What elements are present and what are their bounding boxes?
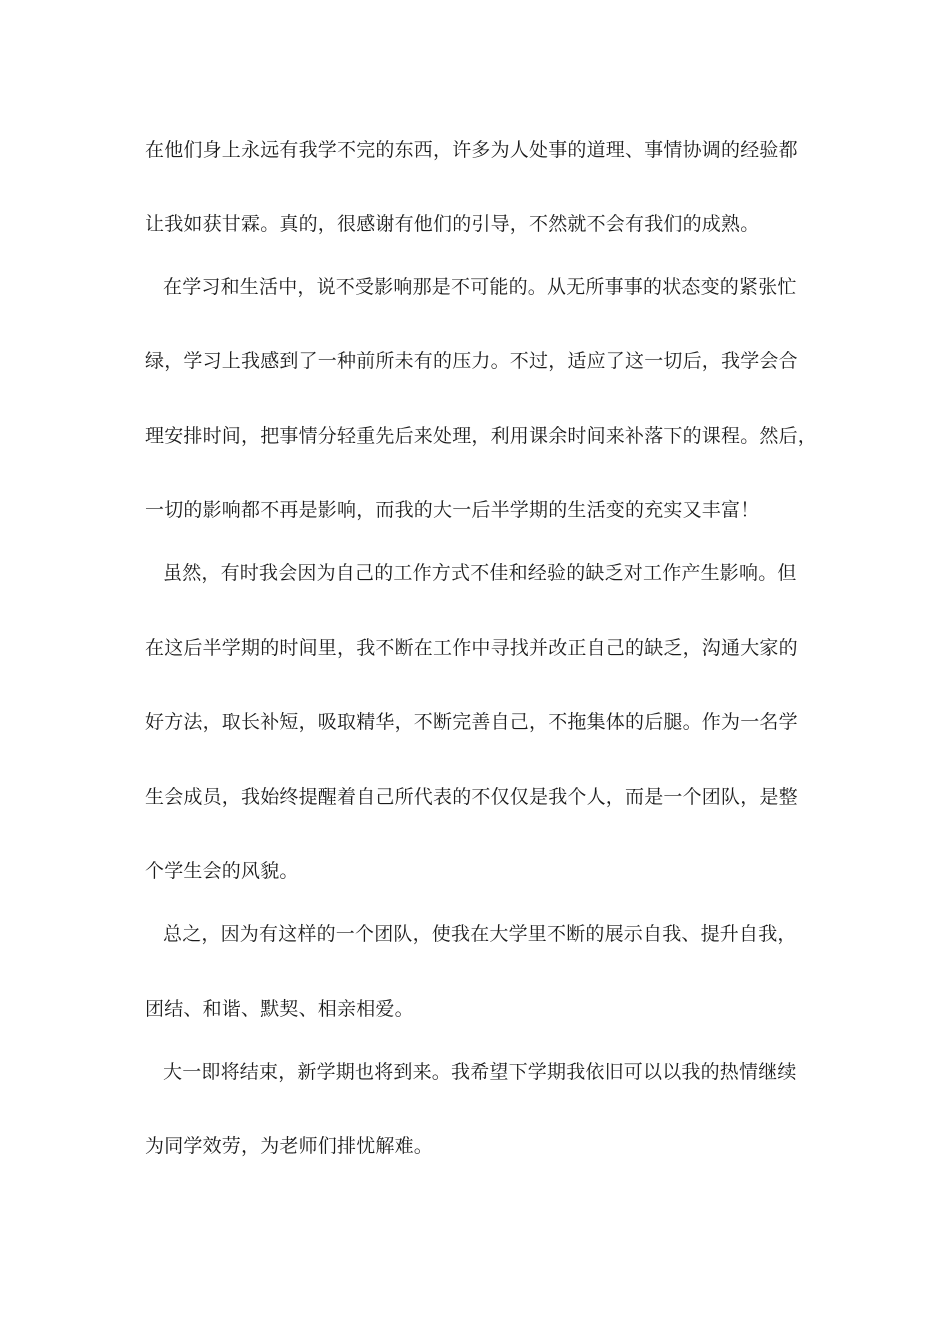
text-line: 绿，学习上我感到了一种前所未有的压力。不过，适应了这一切后，我学会合 [145,350,798,372]
text-line: 团结、和谐、默契、相亲相爱。 [145,998,414,1020]
text-line: 让我如获甘霖。真的，很感谢有他们的引导，不然就不会有我们的成熟。 [145,213,760,235]
text-line: 生会成员，我始终提醒着自己所代表的不仅仅是我个人，而是一个团队，是整 [145,786,798,808]
text-line: 一切的影响都不再是影响，而我的大一后半学期的生活变的充实又丰富！ [145,499,760,521]
text-line: 理安排时间，把事情分轻重先后来处理，利用课余时间来补落下的课程。然后， [145,425,818,447]
text-line: 为同学效劳，为老师们排忧解难。 [145,1135,434,1157]
text-line: 个学生会的风貌。 [145,860,299,882]
text-line: 好方法，取长补短，吸取精华，不断完善自己，不拖集体的后腿。作为一名学 [145,711,798,733]
paragraph-first-line: 在学习和生活中，说不受影响那是不可能的。从无所事事的状态变的紧张忙 [163,276,797,298]
paragraph-first-line: 大一即将结束，新学期也将到来。我希望下学期我依旧可以以我的热情继续 [163,1061,797,1083]
text-line: 在他们身上永远有我学不完的东西，许多为人处事的道理、事情协调的经验都 [145,139,798,161]
paragraph-first-line: 总之，因为有这样的一个团队，使我在大学里不断的展示自我、提升自我， [163,923,797,945]
text-line: 在这后半学期的时间里，我不断在工作中寻找并改正自己的缺乏，沟通大家的 [145,637,798,659]
paragraph-first-line: 虽然，有时我会因为自己的工作方式不佳和经验的缺乏对工作产生影响。但 [163,562,797,584]
